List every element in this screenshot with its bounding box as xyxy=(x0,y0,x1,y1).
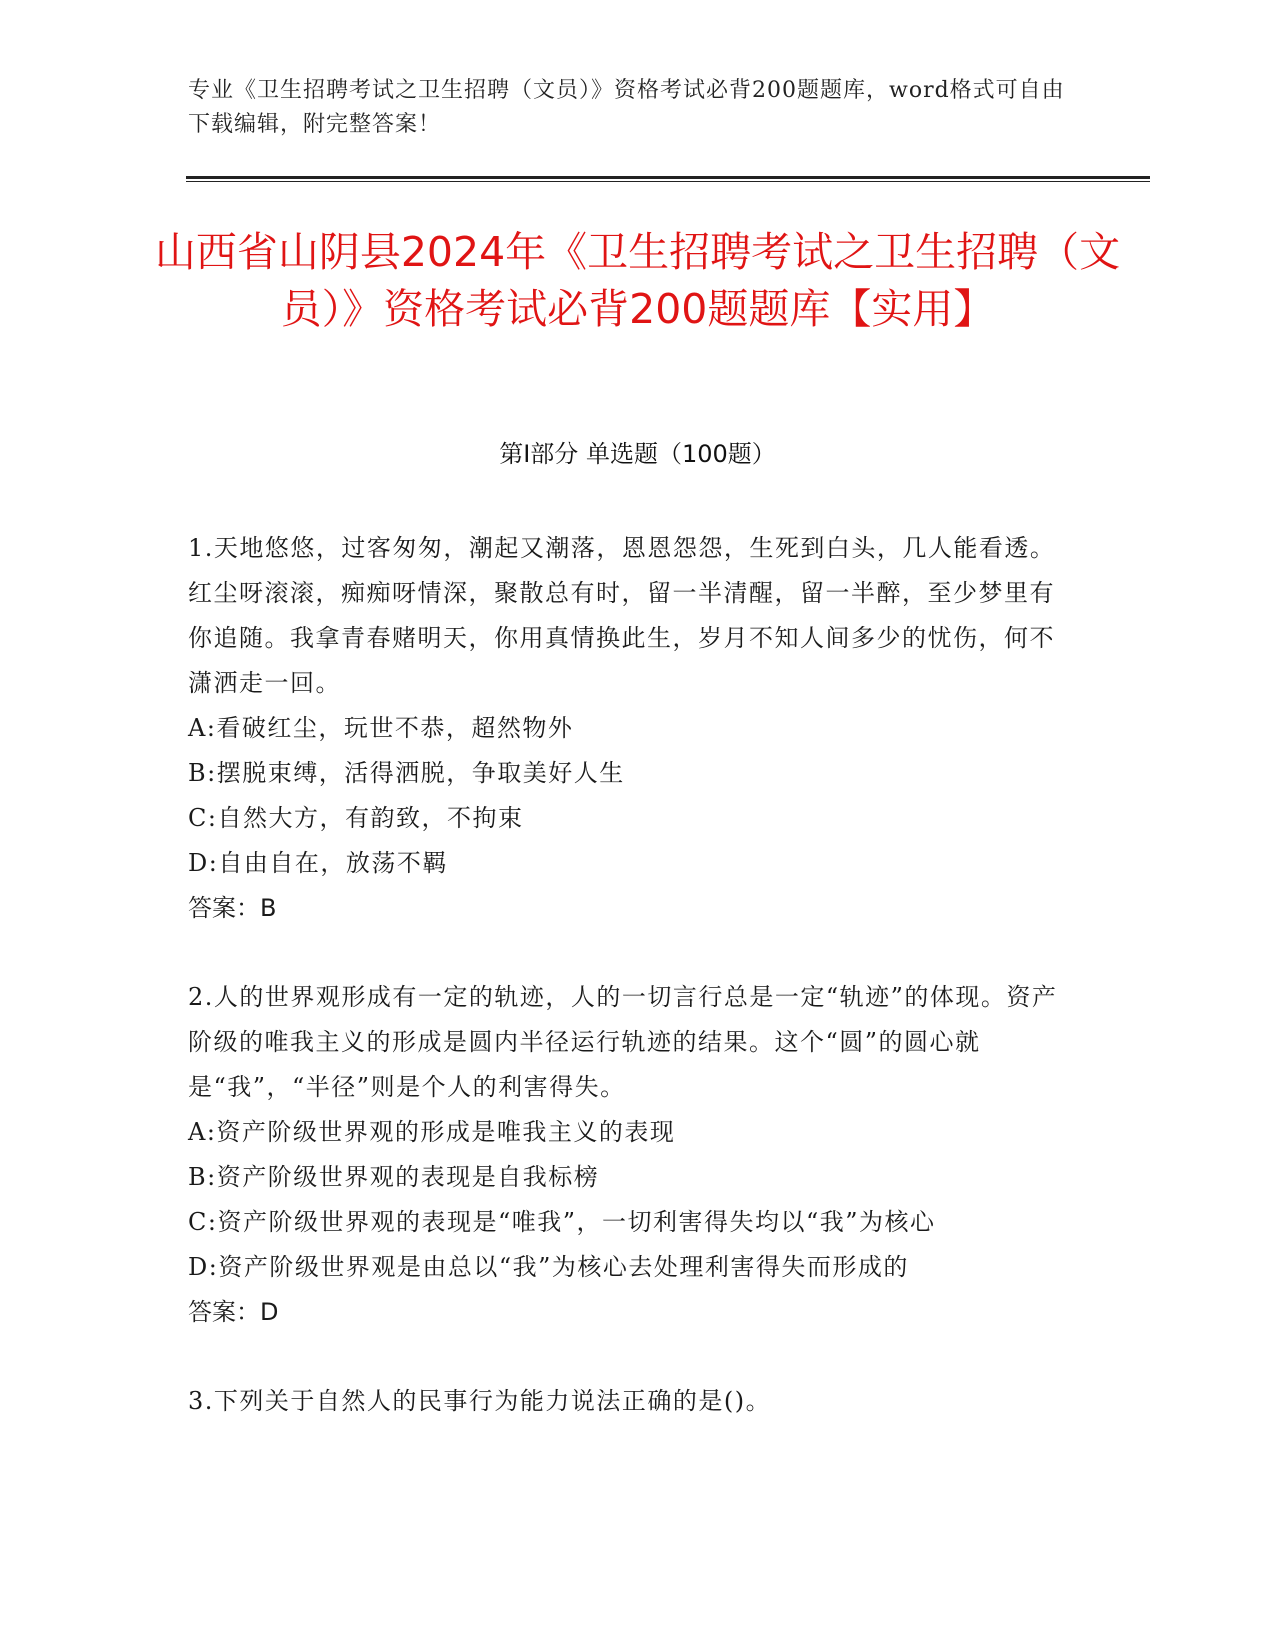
option-b: B:摆脱束缚，活得洒脱，争取美好人生 xyxy=(188,759,625,787)
question-stem: 3.下列关于自然人的民事行为能力说法正确的是()。 xyxy=(188,1387,772,1415)
section-title: 第I部分 单选题（100题） xyxy=(499,440,776,468)
header-divider-thick xyxy=(186,176,1150,179)
answer: 答案：B xyxy=(188,894,277,922)
answer: 答案：D xyxy=(188,1298,279,1326)
question-stem: 1.天地悠悠，过客匆匆，潮起又潮落，恩恩怨怨，生死到白头，几人能看透。红尘呀滚滚，痴痴呀情深，聚散总有时，留一半清醒，留一半醉，至少梦里有你追随。我拿青春赌明天，你用真情换此生，岁月不知人间多少的忧伤，何不潇洒走一回。 xyxy=(188,534,1056,697)
option-b: B:资产阶级世界观的表现是自我标榜 xyxy=(188,1163,600,1191)
option-a: A:看破红尘，玩世不恭，超然物外 xyxy=(188,714,574,742)
question-1 xyxy=(188,526,1073,931)
header-note: 专业《卫生招聘考试之卫生招聘（文员）》资格考试必背200题题库，word格式可自由下载编辑，附完整答案！ xyxy=(188,78,1065,137)
option-c: C:自然大方，有韵致，不拘束 xyxy=(188,804,524,832)
option-a: A:资产阶级世界观的形成是唯我主义的表现 xyxy=(188,1118,676,1146)
question-stem: 2.人的世界观形成有一定的轨迹，人的一切言行总是一定“轨迹”的体现。资产阶级的唯我主义的形成是圆内半径运行轨迹的结果。这个“圆”的圆心就是“我”，“半径”则是个人的利害得失。 xyxy=(188,983,1058,1101)
header-divider-thin xyxy=(186,181,1150,182)
option-d: D:资产阶级世界观是由总以“我”为核心去处理利害得失而形成的 xyxy=(188,1253,909,1281)
question-2 xyxy=(188,975,1073,1335)
question-3 xyxy=(188,1379,1073,1424)
document-title: 山西省山阴县2024年《卫生招聘考试之卫生招聘（文员）》资格考试必背200题题库【实用】 xyxy=(154,228,1121,333)
option-d: D:自由自在，放荡不羁 xyxy=(188,849,448,877)
option-c: C:资产阶级世界观的表现是“唯我”，一切利害得失均以“我”为核心 xyxy=(188,1208,936,1236)
question-list xyxy=(188,526,1073,1468)
